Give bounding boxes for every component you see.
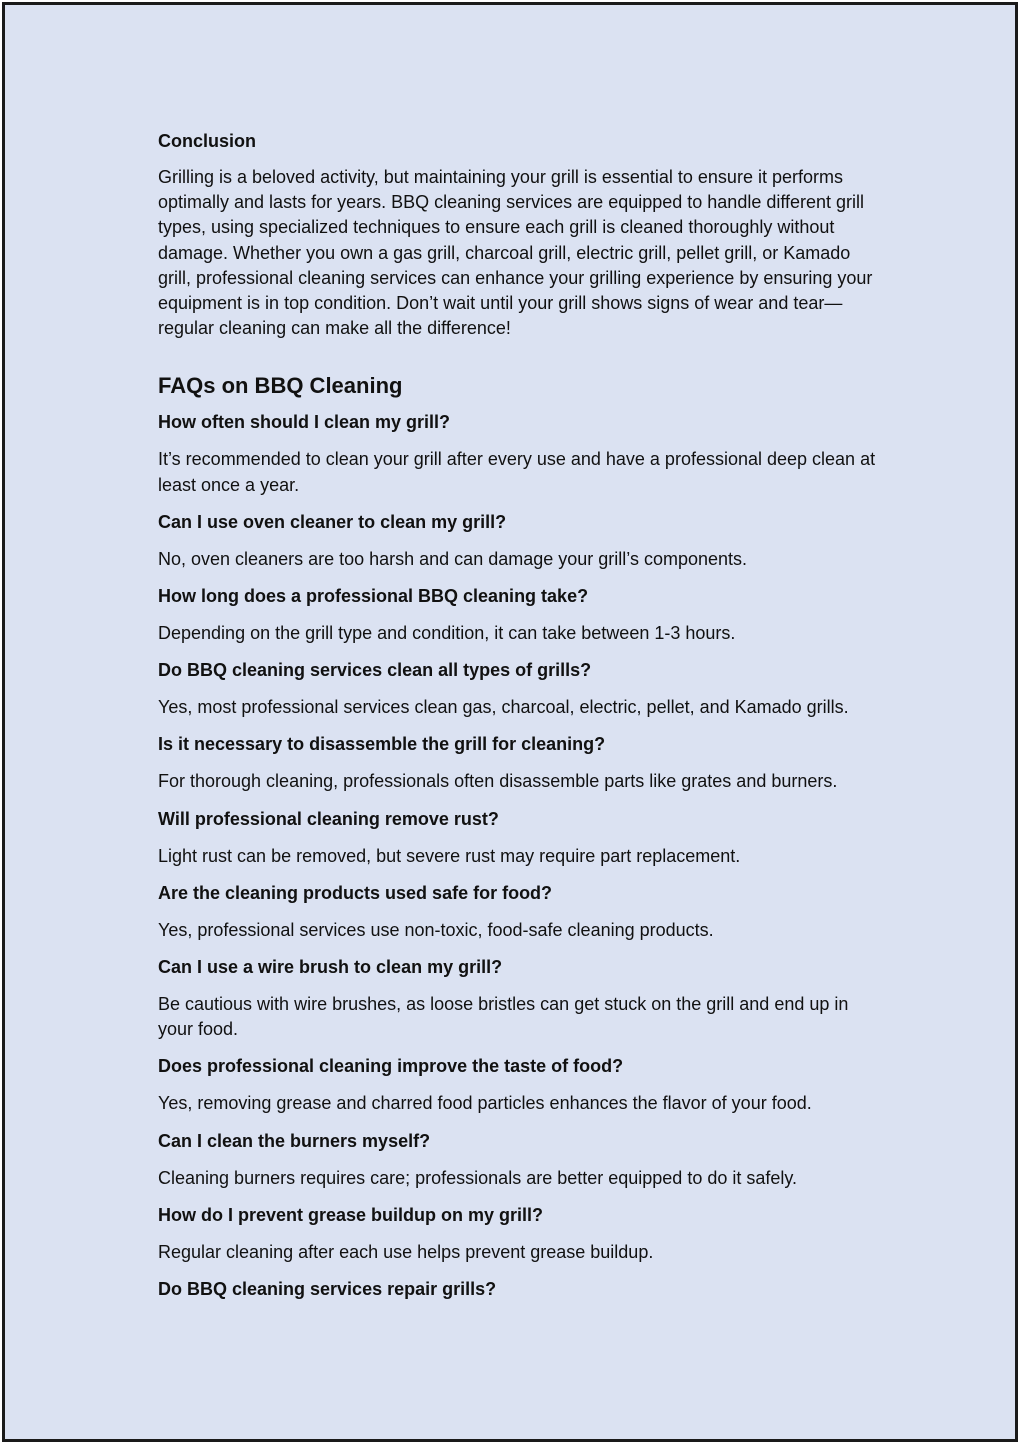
faq-question: Do BBQ cleaning services repair grills?	[158, 1279, 497, 1300]
faq-item	[158, 731, 880, 794]
page-content	[158, 127, 880, 1314]
faq-question: Does professional cleaning improve the taste of food?	[158, 1056, 624, 1077]
faq-question: How do I prevent grease buildup on my grill?	[158, 1204, 544, 1225]
faq-item	[158, 880, 880, 943]
faq-question: How often should I clean my grill?	[158, 412, 451, 433]
faq-answer: Regular cleaning after each use helps prevent grease buildup.	[158, 1241, 654, 1262]
faq-item	[158, 1128, 880, 1191]
faq-item	[158, 1202, 880, 1265]
faq-answer: Be cautious with wire brushes, as loose bristles can get stuck on the grill and end up in your food.	[158, 994, 849, 1040]
faq-item	[158, 1276, 880, 1303]
faq-question: Are the cleaning products used safe for food?	[158, 882, 553, 903]
faq-answer: For thorough cleaning, professionals often disassemble parts like grates and burners.	[158, 771, 838, 792]
faq-item	[158, 409, 880, 497]
document-page	[2, 2, 1018, 1442]
faq-question: Will professional cleaning remove rust?	[158, 808, 499, 829]
faq-answer: Depending on the grill type and condition, it can take between 1-3 hours.	[158, 623, 736, 644]
faq-question: Do BBQ cleaning services clean all types of grills?	[158, 660, 592, 681]
faq-question: Is it necessary to disassemble the grill for cleaning?	[158, 734, 606, 755]
faq-item	[158, 1053, 880, 1116]
faq-question: Can I clean the burners myself?	[158, 1130, 431, 1151]
faq-question: Can I use oven cleaner to clean my grill?	[158, 511, 507, 532]
faq-item	[158, 954, 880, 1042]
faq-item	[158, 583, 880, 646]
faq-answer: Yes, most professional services clean gas, charcoal, electric, pellet, and Kamado grills.	[158, 697, 849, 718]
faq-answer: Cleaning burners requires care; professionals are better equipped to do it safely.	[158, 1167, 798, 1188]
faq-question: How long does a professional BBQ cleaning take?	[158, 586, 589, 607]
faq-list	[158, 409, 880, 1303]
faq-item	[158, 806, 880, 869]
faq-answer: Light rust can be removed, but severe rust may require part replacement.	[158, 845, 741, 866]
faq-question: Can I use a wire brush to clean my grill?	[158, 957, 503, 978]
faq-answer: Yes, professional services use non-toxic, food-safe cleaning products.	[158, 919, 714, 940]
faq-answer: No, oven cleaners are too harsh and can damage your grill’s components.	[158, 548, 748, 569]
faq-answer: It’s recommended to clean your grill after every use and have a professional deep clean at least once a year.	[158, 449, 876, 495]
faq-item	[158, 509, 880, 572]
conclusion-heading: Conclusion	[158, 131, 256, 151]
faq-answer: Yes, removing grease and charred food particles enhances the flavor of your food.	[158, 1093, 812, 1114]
conclusion-paragraph: Grilling is a beloved activity, but maintaining your grill is essential to ensure it performs optimally and lasts for years. BBQ cleaning services are equipped to handle different grill types, using specialized techniques to ensure each grill is cleaned thoroughly without damage. Whether you own a gas grill, charcoal grill, electric grill, pellet grill, or Kamado grill, professional cleaning services can enhance your grilling experience by ensuring your equipment is in top condition. Don’t wait until your grill shows signs of wear and tear—regular cleaning can make all the difference!	[158, 167, 873, 339]
faq-title: FAQs on BBQ Cleaning	[158, 373, 403, 399]
faq-item	[158, 657, 880, 720]
